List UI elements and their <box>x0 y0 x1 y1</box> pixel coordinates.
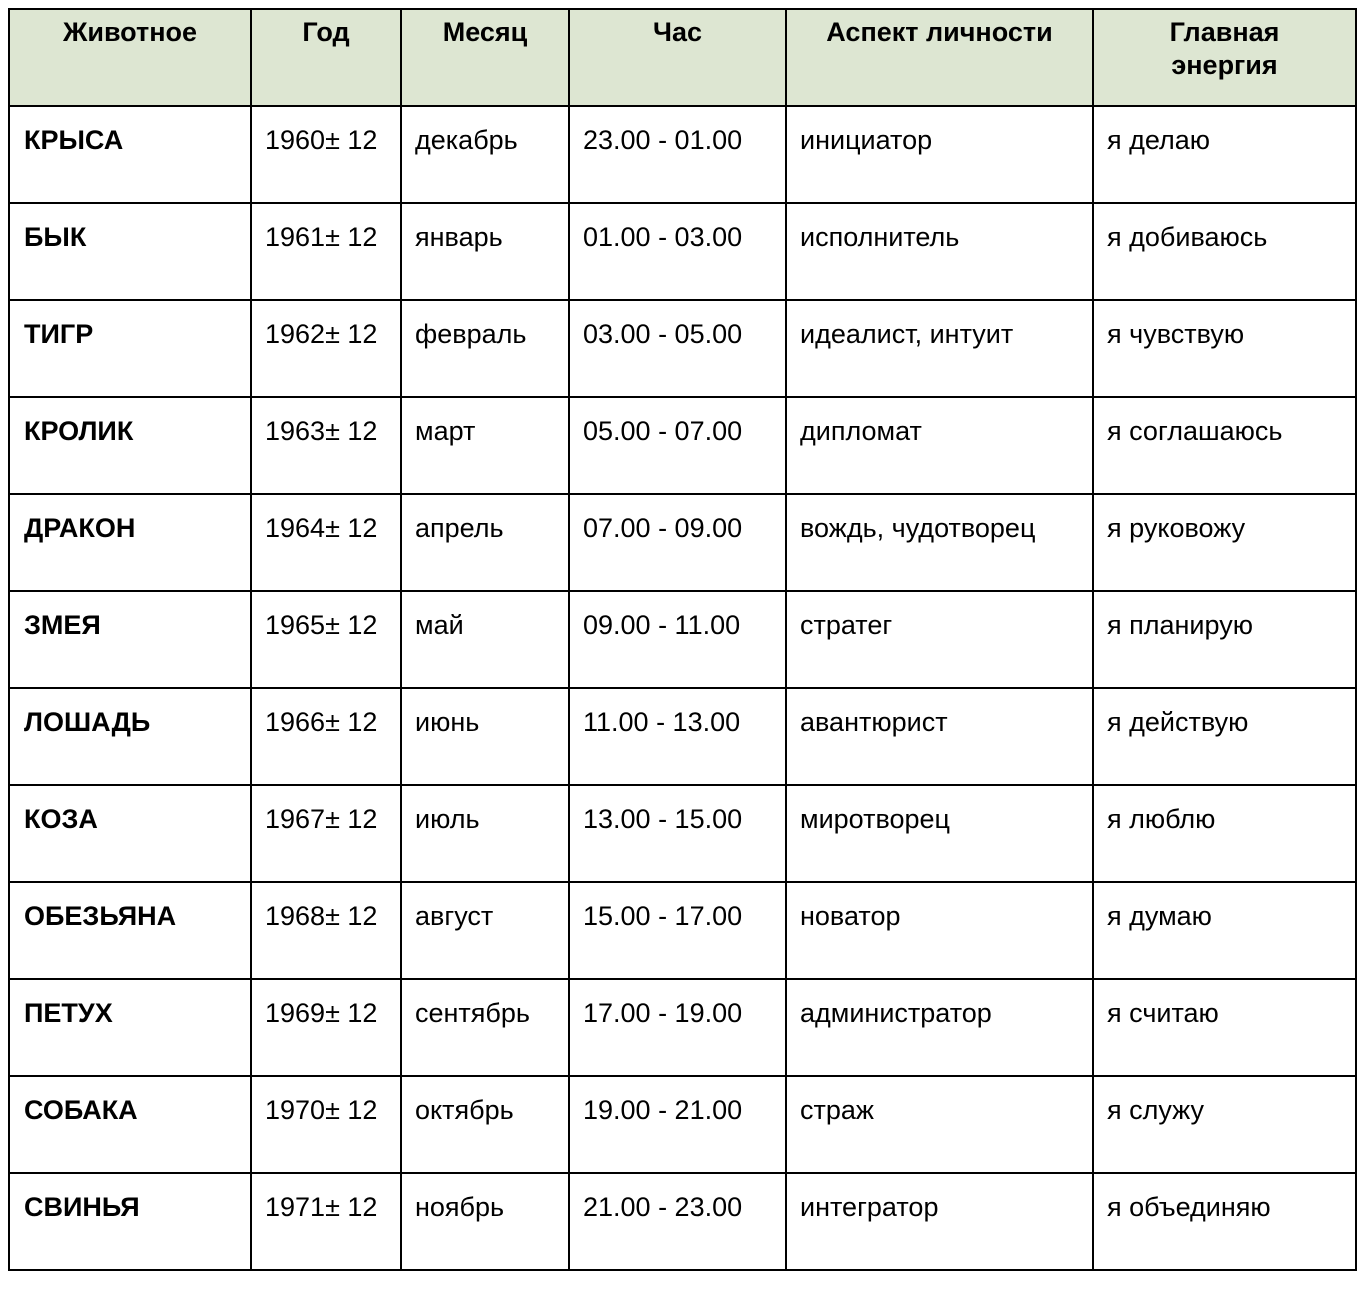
column-header-aspect: Аспект личности <box>786 9 1093 106</box>
cell-hour: 15.00 - 17.00 <box>569 882 786 979</box>
cell-month: январь <box>401 203 569 300</box>
cell-energy: я думаю <box>1093 882 1356 979</box>
cell-hour: 09.00 - 11.00 <box>569 591 786 688</box>
table-header-row <box>9 9 1356 106</box>
cell-animal: ПЕТУХ <box>9 979 251 1076</box>
table-row <box>9 882 1356 979</box>
cell-year: 1967± 12 <box>251 785 401 882</box>
cell-animal: ЗМЕЯ <box>9 591 251 688</box>
cell-energy: я руковожу <box>1093 494 1356 591</box>
table-row <box>9 397 1356 494</box>
cell-animal: СОБАКА <box>9 1076 251 1173</box>
cell-energy: я добиваюсь <box>1093 203 1356 300</box>
cell-aspect: инициатор <box>786 106 1093 203</box>
column-header-hour: Час <box>569 9 786 106</box>
cell-animal: ОБЕЗЬЯНА <box>9 882 251 979</box>
cell-year: 1961± 12 <box>251 203 401 300</box>
cell-aspect: вождь, чудотворец <box>786 494 1093 591</box>
table-row <box>9 785 1356 882</box>
table-row <box>9 1173 1356 1270</box>
cell-month: сентябрь <box>401 979 569 1076</box>
cell-animal: КРЫСА <box>9 106 251 203</box>
table-row <box>9 494 1356 591</box>
cell-year: 1970± 12 <box>251 1076 401 1173</box>
cell-energy: я объединяю <box>1093 1173 1356 1270</box>
cell-animal: СВИНЬЯ <box>9 1173 251 1270</box>
cell-energy: я чувствую <box>1093 300 1356 397</box>
cell-aspect: интегратор <box>786 1173 1093 1270</box>
cell-month: апрель <box>401 494 569 591</box>
cell-animal: БЫК <box>9 203 251 300</box>
cell-year: 1969± 12 <box>251 979 401 1076</box>
cell-month: июнь <box>401 688 569 785</box>
column-header-energy-line1: Главная <box>1169 17 1280 47</box>
cell-aspect: администратор <box>786 979 1093 1076</box>
cell-aspect: стратег <box>786 591 1093 688</box>
cell-month: февраль <box>401 300 569 397</box>
table-row <box>9 979 1356 1076</box>
cell-month: ноябрь <box>401 1173 569 1270</box>
cell-aspect: миротворец <box>786 785 1093 882</box>
cell-aspect: дипломат <box>786 397 1093 494</box>
cell-animal: ЛОШАДЬ <box>9 688 251 785</box>
cell-aspect: исполнитель <box>786 203 1093 300</box>
column-header-energy <box>1093 9 1356 106</box>
table-row <box>9 106 1356 203</box>
cell-month: июль <box>401 785 569 882</box>
cell-aspect: страж <box>786 1076 1093 1173</box>
column-header-animal: Животное <box>9 9 251 106</box>
cell-hour: 17.00 - 19.00 <box>569 979 786 1076</box>
cell-energy: я люблю <box>1093 785 1356 882</box>
cell-year: 1965± 12 <box>251 591 401 688</box>
cell-year: 1963± 12 <box>251 397 401 494</box>
cell-energy: я соглашаюсь <box>1093 397 1356 494</box>
cell-aspect: новатор <box>786 882 1093 979</box>
cell-animal: КРОЛИК <box>9 397 251 494</box>
cell-energy: я планирую <box>1093 591 1356 688</box>
cell-month: декабрь <box>401 106 569 203</box>
cell-month: март <box>401 397 569 494</box>
cell-hour: 07.00 - 09.00 <box>569 494 786 591</box>
cell-month: май <box>401 591 569 688</box>
column-header-energy-line2: энергия <box>1171 49 1278 80</box>
cell-animal: ТИГР <box>9 300 251 397</box>
cell-hour: 11.00 - 13.00 <box>569 688 786 785</box>
cell-energy: я считаю <box>1093 979 1356 1076</box>
table-row <box>9 203 1356 300</box>
cell-aspect: авантюрист <box>786 688 1093 785</box>
cell-year: 1962± 12 <box>251 300 401 397</box>
cell-hour: 19.00 - 21.00 <box>569 1076 786 1173</box>
column-header-month: Месяц <box>401 9 569 106</box>
cell-hour: 01.00 - 03.00 <box>569 203 786 300</box>
cell-year: 1960± 12 <box>251 106 401 203</box>
cell-month: август <box>401 882 569 979</box>
table-row <box>9 300 1356 397</box>
cell-hour: 05.00 - 07.00 <box>569 397 786 494</box>
column-header-year: Год <box>251 9 401 106</box>
cell-animal: ДРАКОН <box>9 494 251 591</box>
chinese-zodiac-table <box>8 8 1357 1271</box>
cell-hour: 13.00 - 15.00 <box>569 785 786 882</box>
cell-year: 1964± 12 <box>251 494 401 591</box>
cell-animal: КОЗА <box>9 785 251 882</box>
table-row <box>9 591 1356 688</box>
cell-hour: 21.00 - 23.00 <box>569 1173 786 1270</box>
table-row <box>9 688 1356 785</box>
table-header <box>9 9 1356 106</box>
cell-year: 1968± 12 <box>251 882 401 979</box>
cell-month: октябрь <box>401 1076 569 1173</box>
cell-hour: 03.00 - 05.00 <box>569 300 786 397</box>
table-row <box>9 1076 1356 1173</box>
cell-energy: я делаю <box>1093 106 1356 203</box>
cell-year: 1971± 12 <box>251 1173 401 1270</box>
table-body <box>9 106 1356 1270</box>
cell-energy: я действую <box>1093 688 1356 785</box>
cell-year: 1966± 12 <box>251 688 401 785</box>
cell-hour: 23.00 - 01.00 <box>569 106 786 203</box>
cell-energy: я служу <box>1093 1076 1356 1173</box>
cell-aspect: идеалист, интуит <box>786 300 1093 397</box>
